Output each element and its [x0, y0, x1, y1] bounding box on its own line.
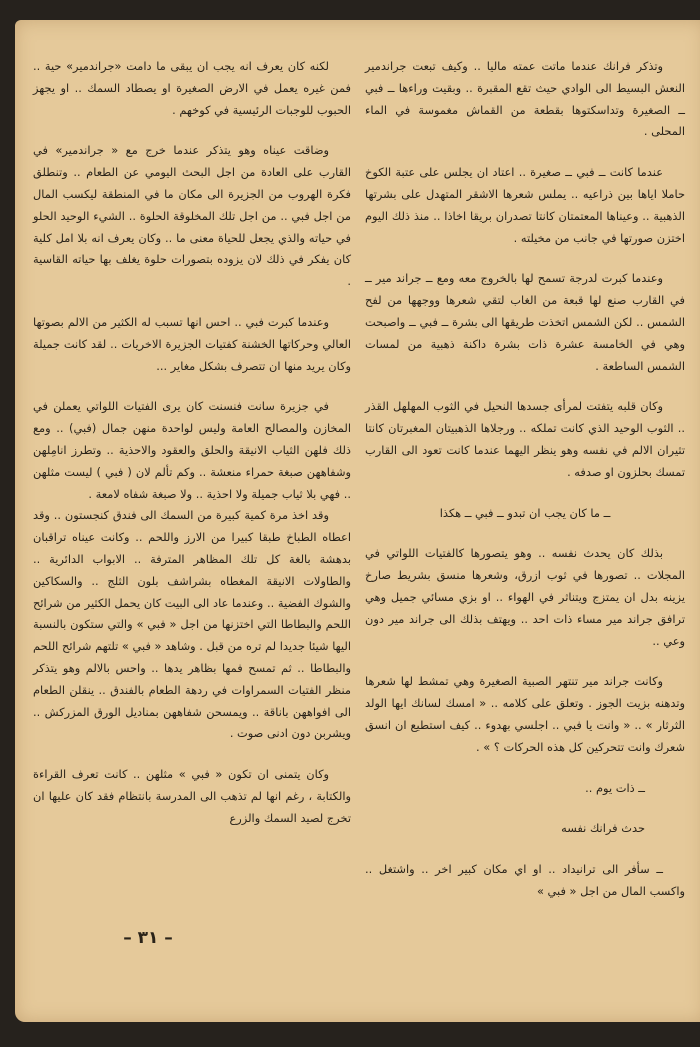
magazine-page [15, 20, 700, 1022]
paragraph: وعندما كبرت فبي .. احس انها تسبب له الكثير من الالم بصوتها العالي وحركاتها الخشنة كفتيات الجزيرة الاخريات .. لقد كانت جميلة وكان يريد منها ان تتصرف بشكل مغاير ... [33, 314, 351, 373]
paragraph: وقد اخذ مرة كمية كبيرة من السمك الى فندق كنجستون .. وقد اعطاه الطباخ طبقا كبيرا من الارز واللحم .. وكانت عيناه تراقبان بدهشة بالغة كل تلك المظاهر المترفة .. الابواب الدائرية .. والطاولات الانيقة المغطاه بشراشف بلون الثلج .. والسكاكين والشوك الفضية .. وعندما عاد الى البيت كان يحمل الكثير من شرائح اللحم والبطاطا التي اختزنها من اجل « فبي » والتي ستكون بالنسبة اليها شيئا جديدا لم تره من قبل . وشاهد « فبي » تلتهم شرائح اللحم والبطاطا .. ثم تمسح فمها بظاهر يدها .. واحس بالالم وهو يتذكر منظر الفتيات السمراوات في ردهة الطعام بالفندق .. ينقلن الطعام الى افواههن باناقة .. ويمسحن شفاههن بمناديل الورق المزركش .. ويشربن دون ادنى صوت . [33, 508, 351, 741]
page-number: – ٣١ – [123, 928, 173, 948]
right-text-column [365, 56, 685, 903]
paragraph: وضاقت عيناه وهو يتذكر عندما خرج مع « جراندمير» في القارب على العادة من اجل البحث اليومي عن الطعام .. وتنطلق فكرة الهروب من الجزيرة الى مكان ما في المنطقة ليكسب المال من اجل فبي .. من اجل تلك المخلوقة الحلوة .. الشيء الوحيد الحلو في حياته والذي يجعل للحياة معنى ما .. وكان يعرف انه بلا امل كلية كان يفكر في ذلك لان يزوده بتصورات حلوة يغلف بها حياته القاسية . [33, 143, 351, 289]
left-text-column [33, 56, 351, 830]
paragraph: بذلك كان يحدث نفسه .. وهو يتصورها كالفتيات اللواتي في المجلات .. تصورها في ثوب ازرق، وشعرها منسق بشريط صارخ يزينه بدل ان يمتزج ويتناثر في الهواء .. او بزي مسائي جميل وهي ترافق جراند مير مساء ذات احد .. ويهتف بذلك الى جراند مير دون وعي .. [365, 546, 685, 648]
paragraph: وكان قلبه يتفتت لمرأى جسدها النحيل في الثوب المهلهل القذر .. الثوب الوحيد الذي كانت تملكه .. ورجلاها الذهبيتان المغبرتان كانتا تثيران الالم في نفسه وهو ينظر اليهما عندما كانت تعود الى القارب تمسك بحلزون او صدفه . [365, 399, 685, 479]
dialogue-line: ــ ما كان يجب ان تبدو ــ فبي ــ هكذا [439, 505, 611, 520]
paragraph: في جزيرة سانت فنسنت كان يرى الفتيات اللواتي يعملن في المخازن والمصالح العامة وليس لواحدة منهن جمال (فبي) .. ومع ذلك فلهن الثياب الانيقة والحلق والعقود والاحذية .. وتطرز انامِلهن وشفاههن صبغة حمراء منعشة .. وكم تألم لان ( فبي ) ليست مثلهن .. فهي بلا ثياب جميلة ولا احذية .. ولا صبغة شفاه لامعة . [33, 399, 351, 501]
narration-line: حدث فرانك نفسه [561, 821, 645, 836]
paragraph: وكان يتمنى ان تكون « فبي » مثلهن .. كانت تعرف القراءة والكتابة ، رغم انها لم تذهب الى المدرسة بانتظام فقد كان عليها ان تخرج لصيد السمك والزرع [33, 767, 351, 825]
paragraph: وتذكر فرانك عندما ماتت عمته ماليا .. وكيف تبعت جراندمير النعش البسيط الى الوادي حيث تقع المقبرة .. وبقيت وراءها ــ فبي ــ الصغيرة وتداسكتوها بقطعة من القماش مغموسة في الماء المحلى . [365, 59, 685, 139]
paragraph: لكنه كان يعرف انه يجب ان يبقى ما دامت «جراندمير» حية .. فمن غيره يعمل في الارض الصغيرة او يصطاد السمك .. او يجهز الحبوب للوجبات الرئيسية في كوخهم . [33, 59, 351, 117]
paragraph: ــ سأفر الى ترانيداد .. او اي مكان كبير اخر .. واشتغل .. واكسب المال من اجل « فبي » [365, 862, 685, 898]
dialogue-line: ــ ذات يوم .. [585, 780, 645, 795]
paragraph: وعندما كبرت لدرجة تسمح لها بالخروج معه ومع ــ جراند مير ــ في القارب صنع لها قبعة من الغاب لتقي شعرها ووجهها من لفح الشمس .. لكن الشمس اتخذت طريقها الى بشرة ــ فبي ــ واصبحت وهي في الخامسة عشرة ذات بشرة داكنة ذهبية من لمسات الشمس الساطعة . [365, 271, 685, 373]
paragraph: عندما كانت ــ فبي ــ صغيرة .. اعتاد ان يجلس على عتبة الكوخ حاملا اياها بين ذراعيه .. يملس شعرها الاشقر المتهدل على بشرتها الذهبية .. وعيناها المعتمتان كانتا تصدران بريقا اخاذا .. منذ ذلك اليوم اختزن صورتها في جانب من مخيلته . [365, 165, 685, 245]
paragraph: وكانت جراند مير تنتهر الصبية الصغيرة وهي تمشط لها شعرها وتدهنه بزيت الجوز . وتعلق على كلامه .. « امسك لسانك ايها الولد الثرثار » .. « وانت يا فبي .. اجلسي بهدوء .. كيف استطيع ان انسق شعرك وانت تتحركين كل هذه الحركات ؟ » . [365, 674, 685, 754]
